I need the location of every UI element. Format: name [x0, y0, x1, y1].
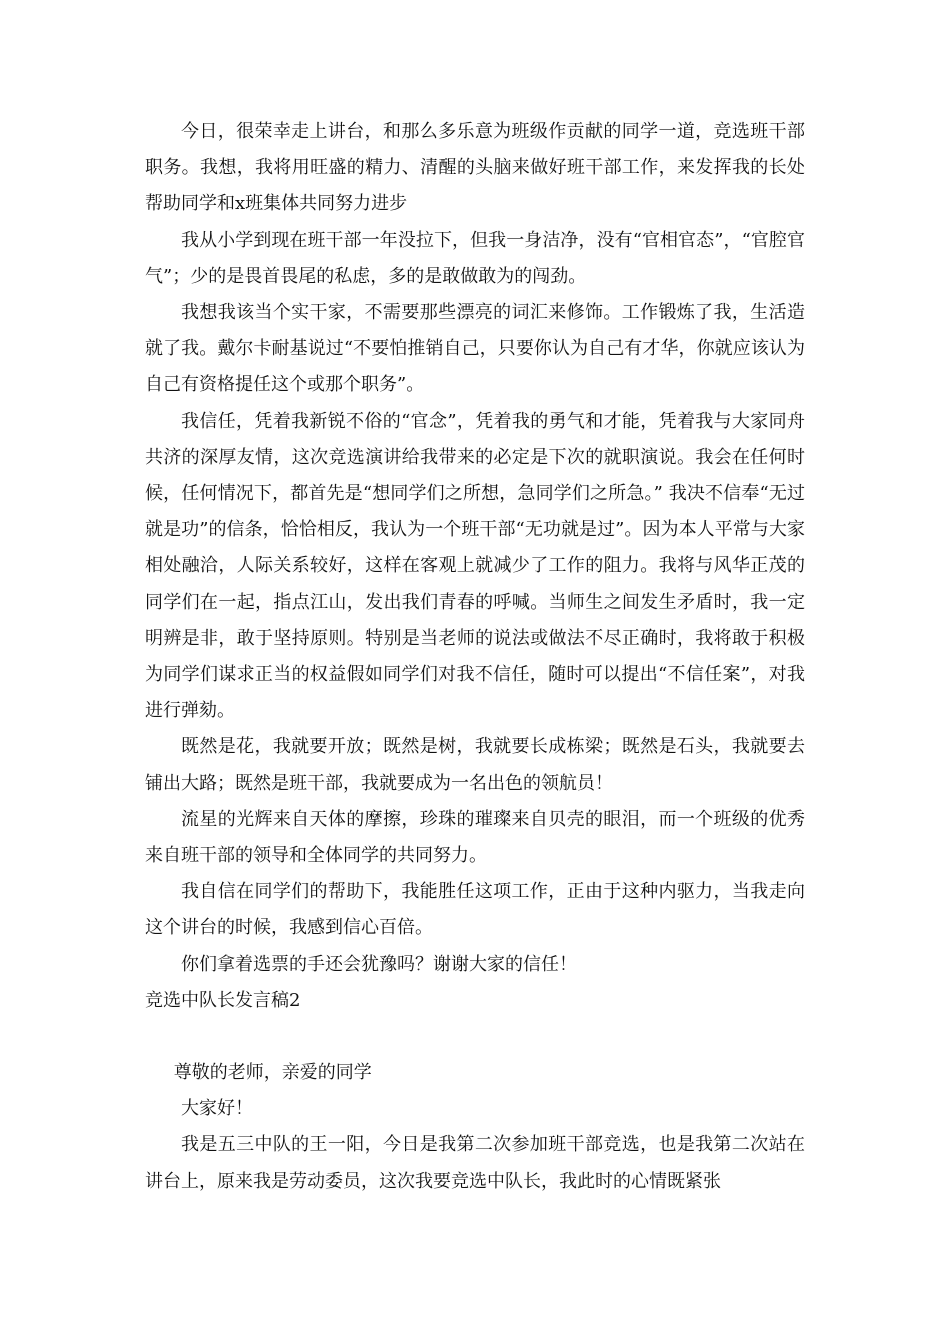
- paragraph-5: 既然是花，我就要开放；既然是树，我就要长成栋梁；既然是石头，我就要去铺出大路；既然是班干部，我就要成为一名出色的领航员！: [145, 736, 805, 794]
- salutation: 尊敬的老师，亲爱的同学: [173, 1062, 372, 1084]
- paragraph-2: 我从小学到现在班干部一年没拉下，但我一身洁净，没有“官相官态”，“官腔官气”；少的是畏首畏尾的私虑，多的是敢做敢为的闯劲。: [145, 229, 805, 287]
- paragraph-3: 我想我该当个实干家，不需要那些漂亮的词汇来修饰。工作锻炼了我，生活造就了我。戴尔卡耐基说过“不要怕推销自己，只要你认为自己有才华，你就应该认为自己有资格提任这个或那个职务”。: [145, 302, 805, 396]
- paragraph-8: 你们拿着选票的手还会犹豫吗？谢谢大家的信任！: [181, 953, 577, 975]
- paragraph-4: 我信任，凭着我新锐不俗的“官念”，凭着我的勇气和才能，凭着我与大家同舟共济的深厚友情，这次竞选演讲给我带来的必定是下次的就职演说。我会在任何时候，任何情况下，都首先是“想同学们之所想，急同学们之所急。” 我决不信奉“无过就是功”的信条，恰恰相反，我认为一个班干部“无功就是过”。因为本人平常与大家相处融洽，人际关系较好，这样在客观上就减少了工作的阻力。我将与风华正茂的同学们在一起，指点江山，发出我们青春的呼喊。当师生之间发生矛盾时，我一定明辨是非，敢于坚持原则。特别是当老师的说法或做法不尽正确时，我将敢于积极为同学们谋求正当的权益假如同学们对我不信任，随时可以提出“不信任案”，对我进行弹劾。: [145, 410, 805, 722]
- paragraph-1: 今日，很荣幸走上讲台，和那么多乐意为班级作贡献的同学一道，竞选班干部职务。我想，我将用旺盛的精力、清醒的头脑来做好班干部工作，来发挥我的长处帮助同学和x班集体共同努力进步: [145, 121, 805, 215]
- paragraph-6: 流星的光辉来自天体的摩擦，珍珠的璀璨来自贝壳的眼泪，而一个班级的优秀来自班干部的领导和全体同学的共同努力。: [145, 808, 805, 867]
- greeting: 大家好！: [181, 1098, 253, 1120]
- paragraph-7: 我自信在同学们的帮助下，我能胜任这项工作，正由于这种内驱力，当我走向这个讲台的时候，我感到信心百倍。: [145, 881, 805, 939]
- section-spacer: [145, 1019, 805, 1055]
- section-title: 竞选中队长发言稿2: [145, 989, 301, 1011]
- document-body: [145, 114, 805, 1200]
- section2-paragraph-1: 我是五三中队的王一阳，今日是我第二次参加班干部竞选，也是我第二次站在讲台上，原来我是劳动委员，这次我要竞选中队长，我此时的心情既紧张: [145, 1134, 805, 1192]
